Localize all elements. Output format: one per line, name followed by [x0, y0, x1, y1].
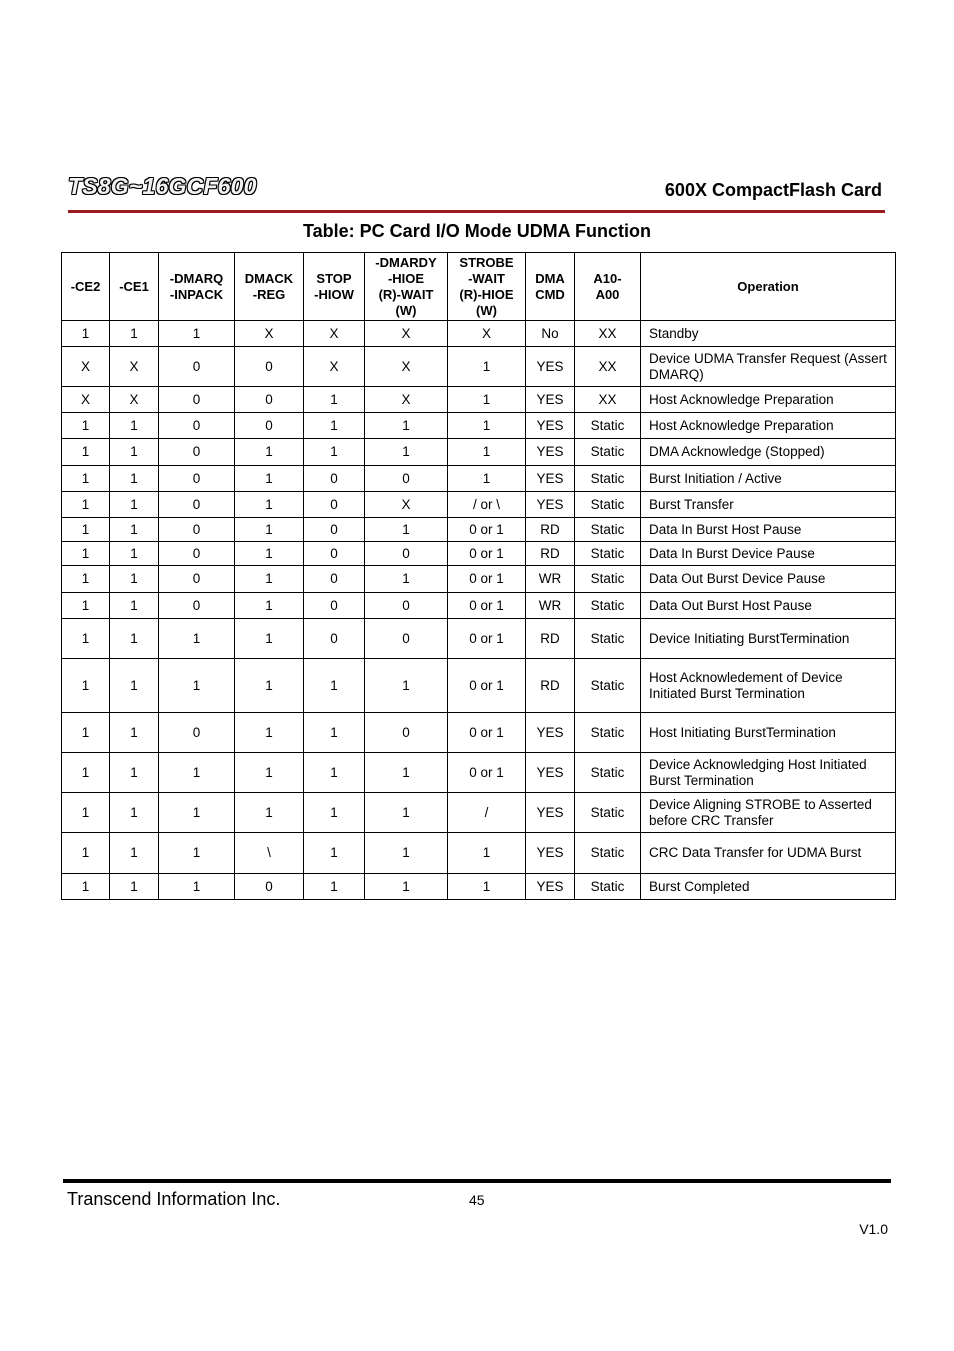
table-cell: 0: [159, 347, 235, 387]
operation-cell: Host Acknowledement of Device Initiated Burst Termination: [641, 659, 896, 713]
header-row: [62, 253, 896, 321]
column-header-line: -HIOW: [314, 286, 354, 302]
table-cell: X: [304, 321, 365, 347]
table-cell: WR: [526, 593, 575, 619]
table-cell: 1: [304, 387, 365, 413]
table-cell: 0: [304, 566, 365, 593]
column-header-line: -CE2: [70, 278, 101, 294]
table-cell: 1: [110, 874, 159, 900]
table-cell: X: [235, 321, 304, 347]
table-cell: 1: [235, 753, 304, 793]
column-header: [110, 253, 159, 321]
table-cell: 1: [235, 466, 304, 492]
table-row: [62, 542, 896, 566]
column-header-line: (R)-WAIT: [378, 286, 434, 302]
table-cell: 1: [448, 347, 526, 387]
table-cell: RD: [526, 542, 575, 566]
table-cell: 1: [110, 793, 159, 833]
operation-cell: Data In Burst Device Pause: [641, 542, 896, 566]
table-body: [62, 321, 896, 900]
operation-cell: Burst Initiation / Active: [641, 466, 896, 492]
table-cell: /: [448, 793, 526, 833]
table-cell: 1: [110, 566, 159, 593]
column-header-line: -DMARQ: [169, 270, 224, 286]
table-cell: 1: [110, 518, 159, 542]
table-cell: 1: [365, 793, 448, 833]
table-header: [62, 253, 896, 321]
table-cell: 0: [159, 466, 235, 492]
table-cell: 0: [159, 492, 235, 518]
table-cell: YES: [526, 713, 575, 753]
column-header: [365, 253, 448, 321]
table-cell: No: [526, 321, 575, 347]
header-divider: [68, 210, 885, 213]
table-cell: 1: [110, 439, 159, 466]
table-cell: 0: [304, 518, 365, 542]
table-cell: 0: [159, 593, 235, 619]
table-cell: XX: [575, 347, 641, 387]
table-cell: 1: [365, 753, 448, 793]
table-cell: 0: [235, 387, 304, 413]
table-row: [62, 387, 896, 413]
table-row: [62, 492, 896, 518]
table-cell: 1: [110, 413, 159, 439]
table-cell: 1: [304, 793, 365, 833]
table-row: [62, 321, 896, 347]
table-cell: 1: [304, 753, 365, 793]
table-cell: 1: [448, 466, 526, 492]
table-cell: X: [62, 347, 110, 387]
table-cell: 0 or 1: [448, 713, 526, 753]
table-cell: 1: [448, 833, 526, 874]
table-cell: 1: [159, 793, 235, 833]
table-cell: 1: [110, 593, 159, 619]
operation-cell: Device Acknowledging Host Initiated Burst Termination: [641, 753, 896, 793]
table-cell: 0: [304, 593, 365, 619]
table-cell: 1: [159, 619, 235, 659]
table-row: [62, 793, 896, 833]
column-header-line: A10-: [593, 270, 622, 286]
table-cell: \: [235, 833, 304, 874]
table-cell: YES: [526, 874, 575, 900]
table-cell: 1: [110, 492, 159, 518]
table-cell: 1: [235, 619, 304, 659]
column-header: [575, 253, 641, 321]
table-cell: RD: [526, 659, 575, 713]
table-cell: 0: [365, 593, 448, 619]
table-cell: 1: [159, 659, 235, 713]
column-header-line: DMA: [535, 270, 565, 286]
table-cell: 1: [159, 753, 235, 793]
table-cell: YES: [526, 439, 575, 466]
table-cell: 1: [365, 833, 448, 874]
operation-cell: Host Acknowledge Preparation: [641, 413, 896, 439]
table-cell: 1: [365, 413, 448, 439]
table-cell: 0 or 1: [448, 566, 526, 593]
table-cell: 1: [304, 659, 365, 713]
operation-cell: CRC Data Transfer for UDMA Burst: [641, 833, 896, 874]
table-cell: 1: [62, 518, 110, 542]
table-cell: 0: [304, 542, 365, 566]
table-cell: Static: [575, 466, 641, 492]
table-cell: Static: [575, 874, 641, 900]
table-cell: 1: [235, 793, 304, 833]
table-cell: X: [62, 387, 110, 413]
table-cell: Static: [575, 713, 641, 753]
table-cell: 1: [235, 492, 304, 518]
table-cell: 1: [62, 593, 110, 619]
table-cell: 0 or 1: [448, 659, 526, 713]
column-header-line: A00: [595, 286, 620, 302]
table-cell: 1: [159, 833, 235, 874]
table-cell: 1: [159, 321, 235, 347]
table-cell: Static: [575, 542, 641, 566]
table-cell: 1: [110, 542, 159, 566]
operation-cell: Host Acknowledge Preparation: [641, 387, 896, 413]
table-cell: 0: [159, 542, 235, 566]
table-cell: 1: [235, 439, 304, 466]
column-header: [159, 253, 235, 321]
table-row: [62, 593, 896, 619]
table-cell: X: [365, 321, 448, 347]
table-row: [62, 713, 896, 753]
table-cell: 1: [304, 833, 365, 874]
table-row: [62, 619, 896, 659]
table-cell: XX: [575, 321, 641, 347]
table-cell: 1: [110, 833, 159, 874]
table-cell: 1: [110, 753, 159, 793]
column-header-line: CMD: [535, 286, 565, 302]
column-header-line: -HIOE: [387, 270, 425, 286]
table-cell: 1: [110, 466, 159, 492]
table-cell: 1: [448, 874, 526, 900]
table-cell: 0: [365, 619, 448, 659]
table-cell: 1: [448, 413, 526, 439]
table-cell: 1: [62, 713, 110, 753]
operation-cell: Burst Completed: [641, 874, 896, 900]
table-caption: Table: PC Card I/O Mode UDMA Function: [303, 221, 651, 241]
table-cell: 1: [62, 413, 110, 439]
column-header-line: -DMARDY: [375, 254, 437, 270]
table-cell: 0: [159, 439, 235, 466]
table-cell: 1: [62, 753, 110, 793]
table-cell: YES: [526, 753, 575, 793]
footer-divider: [63, 1179, 891, 1183]
udma-function-table: [61, 252, 896, 900]
table-cell: WR: [526, 566, 575, 593]
table-cell: YES: [526, 387, 575, 413]
table-cell: 1: [62, 321, 110, 347]
table-row: [62, 874, 896, 900]
document-subtitle: 600X CompactFlash Card: [664, 180, 882, 200]
table-cell: 0: [304, 466, 365, 492]
table-cell: 1: [235, 542, 304, 566]
table-cell: 1: [365, 874, 448, 900]
table-cell: 1: [365, 659, 448, 713]
table-cell: X: [110, 387, 159, 413]
table-cell: RD: [526, 619, 575, 659]
table-cell: 1: [159, 874, 235, 900]
table-cell: 1: [62, 659, 110, 713]
table-cell: 0: [304, 492, 365, 518]
operation-cell: Host Initiating BurstTermination: [641, 713, 896, 753]
table-cell: X: [365, 492, 448, 518]
table-cell: Static: [575, 659, 641, 713]
table-cell: 1: [62, 833, 110, 874]
table-cell: 1: [365, 439, 448, 466]
column-header-line: (W): [395, 302, 417, 318]
table-row: [62, 466, 896, 492]
column-header: [304, 253, 365, 321]
table-cell: 1: [62, 566, 110, 593]
table-cell: 1: [62, 874, 110, 900]
column-header-line: -WAIT: [468, 270, 505, 286]
table-cell: Static: [575, 619, 641, 659]
table-cell: X: [365, 387, 448, 413]
table-cell: 1: [235, 566, 304, 593]
table-cell: 0: [159, 387, 235, 413]
table-row: [62, 659, 896, 713]
table-cell: YES: [526, 413, 575, 439]
table-row: [62, 347, 896, 387]
table-cell: X: [304, 347, 365, 387]
table-cell: YES: [526, 492, 575, 518]
table-cell: RD: [526, 518, 575, 542]
table-cell: 1: [235, 713, 304, 753]
table-cell: 1: [62, 466, 110, 492]
column-header: [526, 253, 575, 321]
table-cell: Static: [575, 492, 641, 518]
column-header: [641, 253, 896, 321]
table-cell: 1: [235, 518, 304, 542]
table-row: [62, 753, 896, 793]
table-cell: 1: [110, 321, 159, 347]
table-cell: YES: [526, 347, 575, 387]
table-cell: 1: [304, 439, 365, 466]
operation-cell: Burst Transfer: [641, 492, 896, 518]
column-header-line: DMACK: [244, 270, 294, 286]
operation-cell: Device UDMA Transfer Request (Assert DMARQ): [641, 347, 896, 387]
table-cell: Static: [575, 566, 641, 593]
column-header-line: -INPACK: [169, 286, 224, 302]
document-version: V1.0: [859, 1221, 888, 1237]
operation-cell: Device Aligning STROBE to Asserted before CRC Transfer: [641, 793, 896, 833]
column-header-line: STROBE: [459, 254, 514, 270]
table-cell: 1: [304, 713, 365, 753]
table-cell: 0: [159, 413, 235, 439]
column-header: [235, 253, 304, 321]
table-cell: 1: [62, 619, 110, 659]
column-header-line: -REG: [252, 286, 286, 302]
table-cell: 1: [304, 874, 365, 900]
table-cell: 1: [62, 542, 110, 566]
table-cell: YES: [526, 466, 575, 492]
table-cell: 1: [365, 518, 448, 542]
column-header-line: STOP: [316, 270, 352, 286]
column-header-line: (W): [476, 302, 497, 318]
table-cell: 1: [110, 713, 159, 753]
table-cell: 0: [304, 619, 365, 659]
table-cell: 1: [110, 659, 159, 713]
table-cell: Static: [575, 833, 641, 874]
table-cell: 0: [365, 542, 448, 566]
table-row: [62, 439, 896, 466]
table-cell: 1: [235, 593, 304, 619]
table-cell: Static: [575, 793, 641, 833]
operation-cell: Standby: [641, 321, 896, 347]
table-cell: X: [365, 347, 448, 387]
operation-cell: Data In Burst Host Pause: [641, 518, 896, 542]
table-cell: 1: [365, 566, 448, 593]
table-cell: 0 or 1: [448, 518, 526, 542]
table-cell: Static: [575, 439, 641, 466]
table-cell: 0: [159, 566, 235, 593]
table-row: [62, 833, 896, 874]
table-cell: X: [448, 321, 526, 347]
table-row: [62, 518, 896, 542]
table-cell: YES: [526, 793, 575, 833]
table-cell: 0: [365, 713, 448, 753]
column-header-line: (R)-HIOE: [459, 286, 514, 302]
table-cell: X: [110, 347, 159, 387]
operation-cell: Data Out Burst Device Pause: [641, 566, 896, 593]
table-cell: 1: [62, 793, 110, 833]
column-header: [62, 253, 110, 321]
table-cell: 0: [235, 874, 304, 900]
table-cell: 1: [62, 492, 110, 518]
table-cell: 1: [304, 413, 365, 439]
footer-company: Transcend Information Inc.: [67, 1189, 281, 1209]
table-cell: Static: [575, 593, 641, 619]
table-cell: 0: [159, 518, 235, 542]
table-cell: 0: [365, 466, 448, 492]
table-cell: 0 or 1: [448, 619, 526, 659]
table-cell: 0 or 1: [448, 542, 526, 566]
table-cell: 0: [235, 413, 304, 439]
table-cell: 1: [235, 659, 304, 713]
table-cell: Static: [575, 753, 641, 793]
operation-cell: DMA Acknowledge (Stopped): [641, 439, 896, 466]
table-cell: 0: [235, 347, 304, 387]
table-row: [62, 566, 896, 593]
document-title: TS8G~16GCF600: [68, 173, 257, 199]
table-cell: 1: [110, 619, 159, 659]
table-cell: XX: [575, 387, 641, 413]
table-cell: 0 or 1: [448, 753, 526, 793]
table-cell: 1: [62, 439, 110, 466]
table-cell: 0: [159, 713, 235, 753]
table-cell: / or \: [448, 492, 526, 518]
column-header-line: Operation: [737, 278, 799, 294]
table-cell: YES: [526, 833, 575, 874]
page-number: 45: [469, 1192, 485, 1208]
table-cell: 0 or 1: [448, 593, 526, 619]
table-cell: 1: [448, 387, 526, 413]
table-row: [62, 413, 896, 439]
table-cell: Static: [575, 518, 641, 542]
table-cell: Static: [575, 413, 641, 439]
operation-cell: Data Out Burst Host Pause: [641, 593, 896, 619]
column-header-line: -CE1: [119, 278, 149, 294]
column-header: [448, 253, 526, 321]
table-cell: 1: [448, 439, 526, 466]
operation-cell: Device Initiating BurstTermination: [641, 619, 896, 659]
